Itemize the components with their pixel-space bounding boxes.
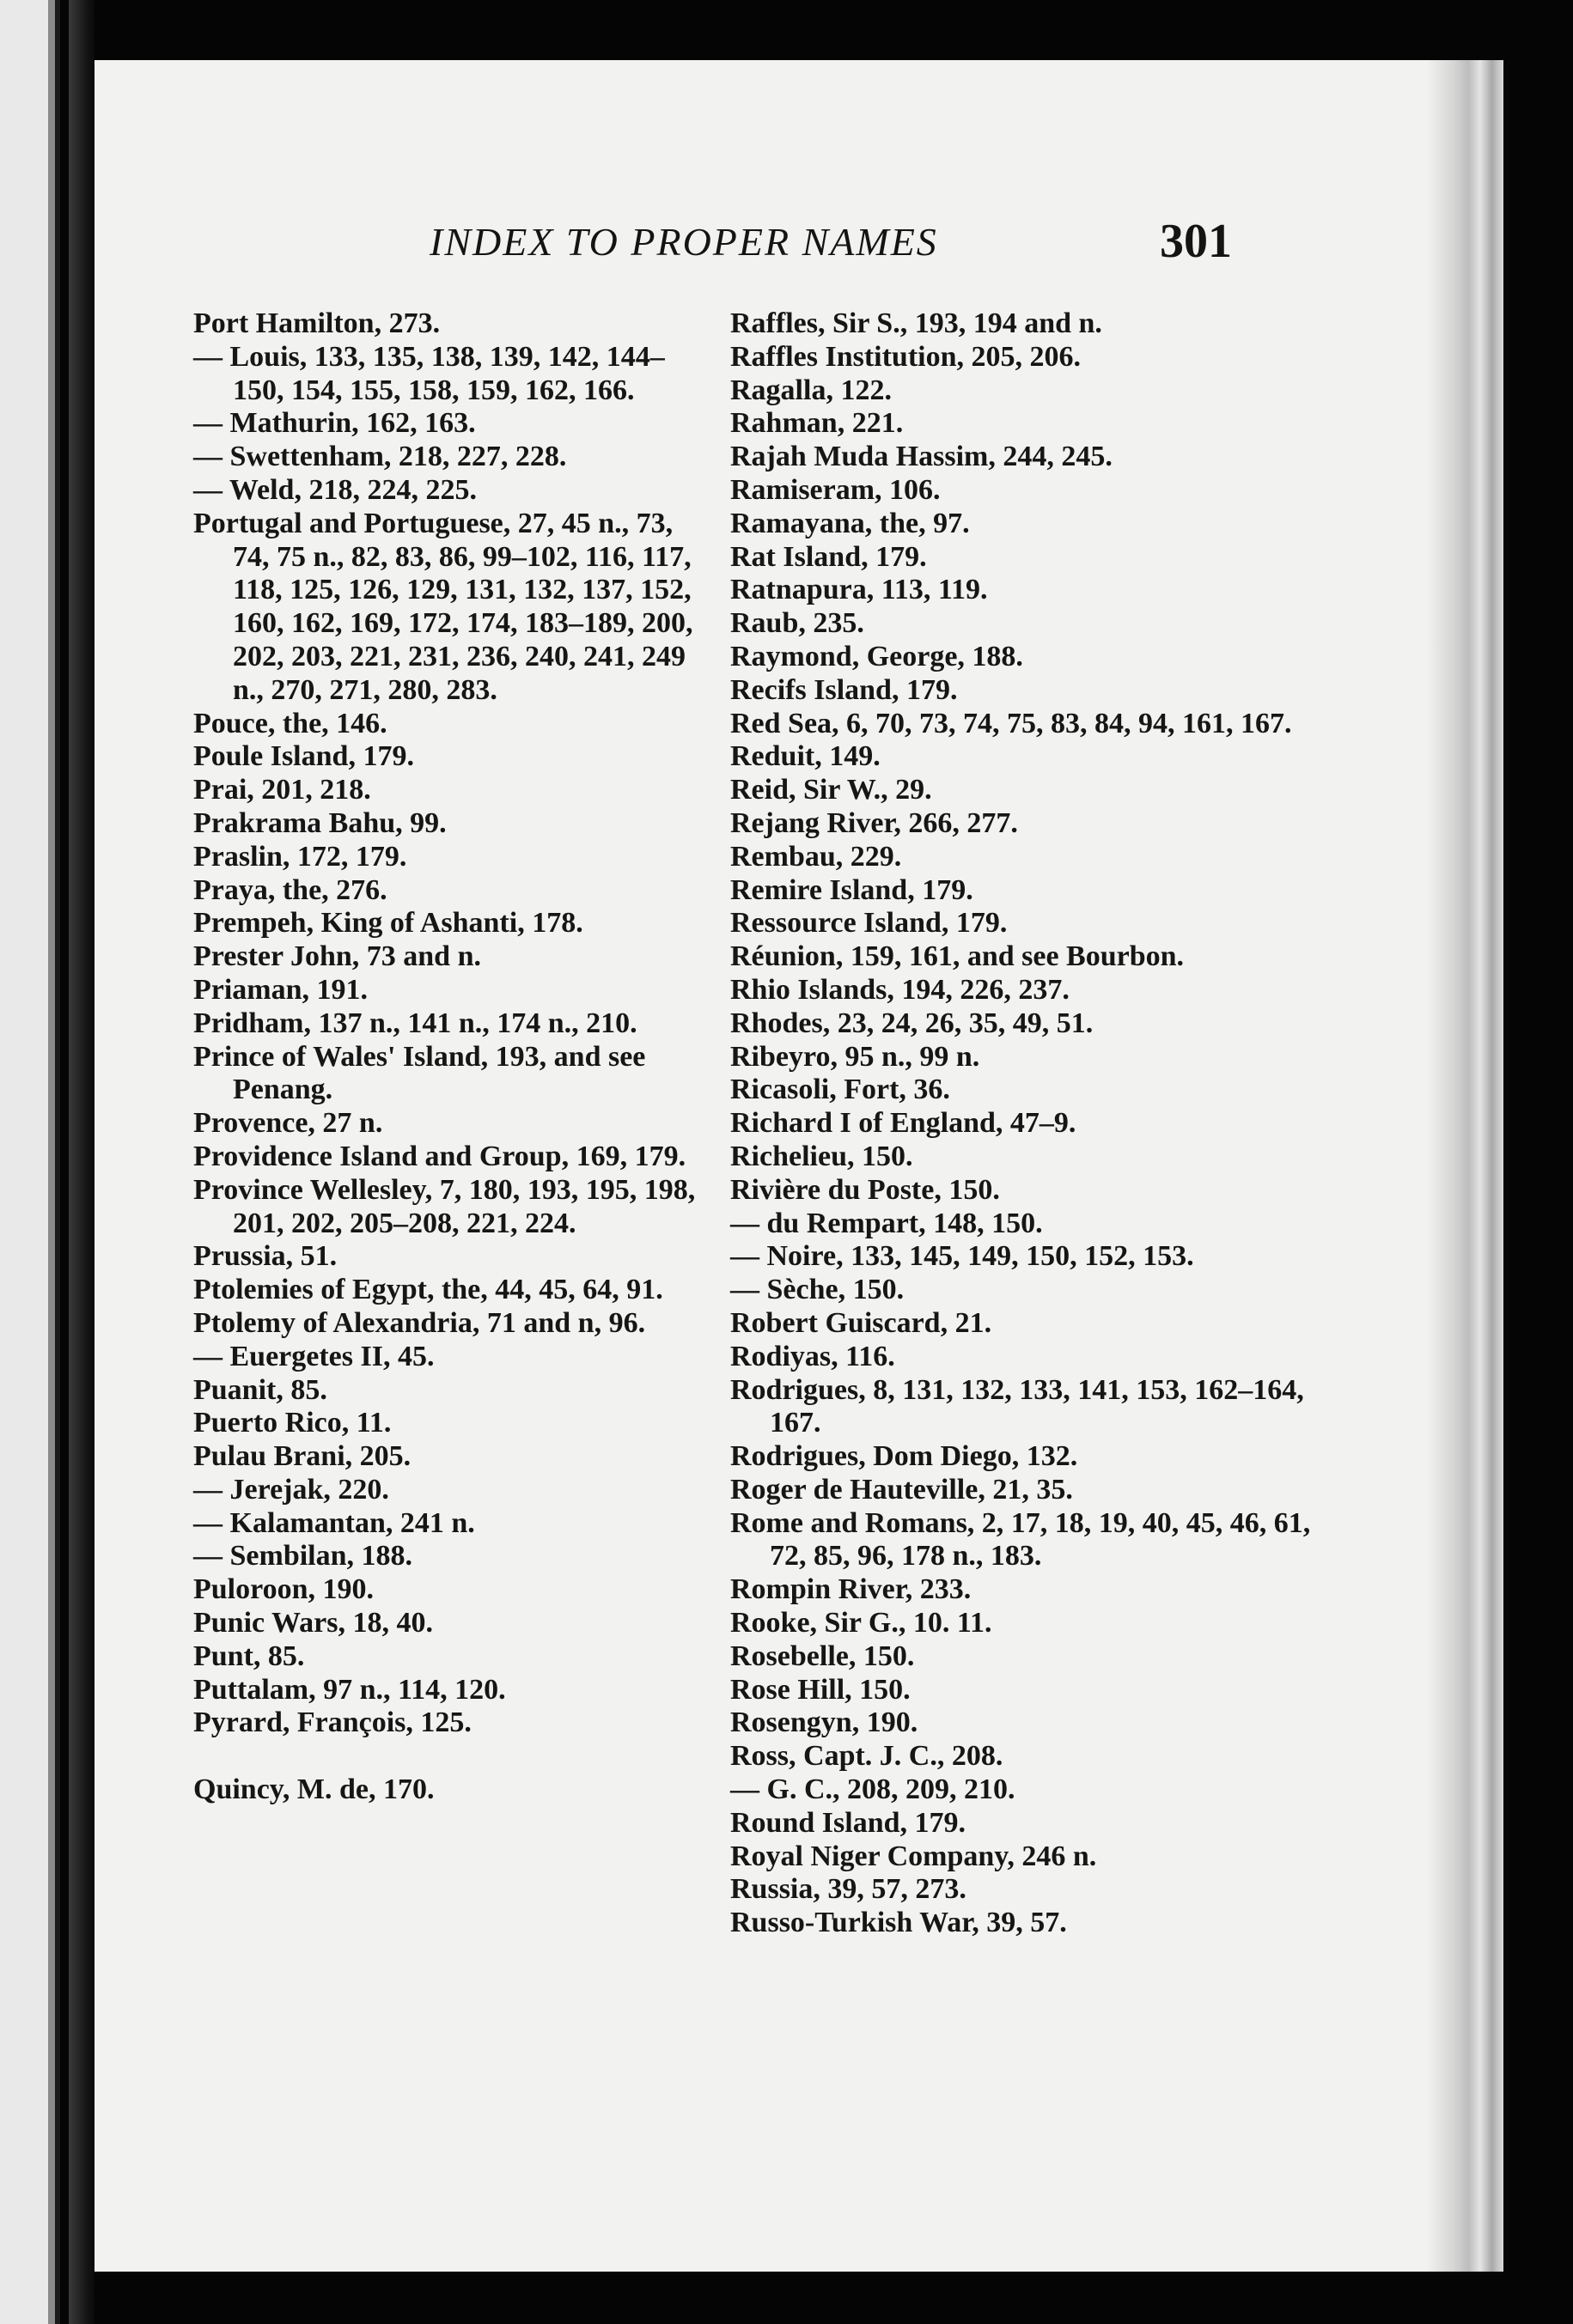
book-page xyxy=(95,60,1503,2272)
index-entry: Puerto Rico, 11. xyxy=(193,1407,392,1439)
index-entry: Ramiseram, 106. xyxy=(730,473,941,506)
index-entry: Prai, 201, 218. xyxy=(193,774,371,806)
page-header xyxy=(95,215,1435,288)
index-column-left xyxy=(193,307,709,1807)
index-entry: Rhio Islands, 194, 226, 237. xyxy=(730,973,1070,1006)
index-entry: Raffles Institution, 205, 206. xyxy=(730,340,1082,373)
index-entry: Pridham, 137 n., 141 n., 174 n., 210. xyxy=(193,1007,637,1039)
index-entry: Ribeyro, 95 n., 99 n. xyxy=(730,1040,980,1073)
index-entry: Prussia, 51. xyxy=(193,1240,338,1273)
index-entry: Rat Island, 179. xyxy=(730,540,927,573)
page-number: 301 xyxy=(1160,215,1232,268)
index-entry: Rompin River, 233. xyxy=(730,1573,972,1606)
page-fore-edge xyxy=(1426,60,1503,2272)
index-entry: Richard I of England, 47–9. xyxy=(730,1107,1076,1140)
index-entry: Ratnapura, 113, 119. xyxy=(730,574,988,606)
index-entry: Royal Niger Company, 246 n. xyxy=(730,1840,1097,1872)
index-entry: Prester John, 73 and n. xyxy=(193,940,482,973)
index-entry: Rodiyas, 116. xyxy=(730,1340,895,1372)
index-entry: Praslin, 172, 179. xyxy=(193,840,407,873)
index-entry: — Kalamantan, 241 n. xyxy=(193,1506,475,1539)
index-entry: Richelieu, 150. xyxy=(730,1140,913,1172)
book-binding-shadow xyxy=(69,0,95,2324)
index-entry: — Swettenham, 218, 227, 228. xyxy=(193,441,567,473)
index-entry: Ramayana, the, 97. xyxy=(730,507,970,539)
index-entry: Rosengyn, 190. xyxy=(730,1706,918,1739)
index-entry: Rejang River, 266, 277. xyxy=(730,806,1018,839)
index-entry: Ragalla, 122. xyxy=(730,374,892,406)
index-entry: Punic Wars, 18, 40. xyxy=(193,1607,433,1640)
index-entry: Round Island, 179. xyxy=(730,1806,966,1839)
index-entry: Portugal and Portuguese, 27, 45 n., 73, 74, 75 n., 82, 83, 86, 99–102, 116, 117, 118, 125, 126, 129, 131, 132, 137, 152, 160, 162, 169, 172, 174, 183–189, 200, 202, 203, 221, 231, 236, 240, 241, 249 n., 270, 271, 280, 283. xyxy=(193,507,700,706)
index-entry: Ross, Capt. J. C., 208. xyxy=(730,1740,1003,1773)
running-title: INDEX TO PROPER NAMES xyxy=(430,220,938,264)
index-entry: — Noire, 133, 145, 149, 150, 152, 153. xyxy=(730,1240,1194,1273)
index-entry: Remire Island, 179. xyxy=(730,873,973,906)
index-entry: Raymond, George, 188. xyxy=(730,640,1023,672)
index-entry: Raub, 235. xyxy=(730,607,864,640)
index-entry: Ricasoli, Fort, 36. xyxy=(730,1074,950,1106)
index-entry: Provence, 27 n. xyxy=(193,1107,383,1140)
index-entry: Rooke, Sir G., 10. 11. xyxy=(730,1607,992,1640)
index-entry: — Mathurin, 162, 163. xyxy=(193,407,476,440)
index-entry: Rome and Romans, 2, 17, 18, 19, 40, 45, 46, 61, 72, 85, 96, 178 n., 183. xyxy=(730,1506,1318,1573)
index-entry: Poule Island, 179. xyxy=(193,740,414,773)
index-entry: Puttalam, 97 n., 114, 120. xyxy=(193,1673,506,1706)
index-entry: Ptolemies of Egypt, the, 44, 45, 64, 91. xyxy=(193,1274,663,1306)
index-entry: — Sembilan, 188. xyxy=(193,1540,413,1573)
index-entry: Rose Hill, 150. xyxy=(730,1673,911,1706)
index-entry: Prince of Wales' Island, 193, and see Penang. xyxy=(193,1040,653,1106)
index-entry: — Weld, 218, 224, 225. xyxy=(193,473,477,506)
index-entry: Port Hamilton, 273. xyxy=(193,307,441,339)
index-entry: Priaman, 191. xyxy=(193,973,369,1006)
index-entry: Province Wellesley, 7, 180, 193, 195, 198, 201, 202, 205–208, 221, 224. xyxy=(193,1173,703,1239)
index-entry: Rajah Muda Hassim, 244, 245. xyxy=(730,441,1113,473)
index-entry: Rosebelle, 150. xyxy=(730,1640,915,1672)
index-entry: Rembau, 229. xyxy=(730,840,902,873)
index-entry: Puanit, 85. xyxy=(193,1373,327,1406)
index-entry: Pouce, the, 146. xyxy=(193,707,387,739)
index-column-right xyxy=(730,307,1332,1940)
index-entry: Red Sea, 6, 70, 73, 74, 75, 83, 84, 94, 161, 167. xyxy=(730,707,1292,739)
index-entry: Reduit, 149. xyxy=(730,740,881,773)
index-entry: — Sèche, 150. xyxy=(730,1274,905,1306)
index-entry: Rodrigues, 8, 131, 132, 133, 141, 153, 162–164, 167. xyxy=(730,1373,1312,1439)
index-entry: — du Rempart, 148, 150. xyxy=(730,1207,1043,1239)
index-entry: Robert Guiscard, 21. xyxy=(730,1306,992,1339)
index-entry: Roger de Hauteville, 21, 35. xyxy=(730,1473,1073,1506)
index-entry: Russia, 39, 57, 273. xyxy=(730,1873,966,1906)
index-entry: Prempeh, King of Ashanti, 178. xyxy=(193,907,583,940)
index-entry: Puloroon, 190. xyxy=(193,1573,375,1606)
index-entry: Praya, the, 276. xyxy=(193,873,387,906)
index-entry: — Louis, 133, 135, 138, 139, 142, 144–150, 154, 155, 158, 159, 162, 166. xyxy=(193,340,665,406)
index-entry: Prakrama Bahu, 99. xyxy=(193,806,447,839)
index-entry: Providence Island and Group, 169, 179. xyxy=(193,1140,686,1172)
index-entry: Ptolemy of Alexandria, 71 and n, 96. xyxy=(193,1306,646,1339)
index-entry: — G. C., 208, 209, 210. xyxy=(730,1773,1015,1806)
index-entry: Reid, Sir W., 29. xyxy=(730,774,932,806)
index-entry: — Euergetes II, 45. xyxy=(193,1340,435,1372)
index-entry: Pulau Brani, 205. xyxy=(193,1440,412,1473)
index-entry: Russo-Turkish War, 39, 57. xyxy=(730,1907,1067,1939)
index-entry: Rhodes, 23, 24, 26, 35, 49, 51. xyxy=(730,1007,1094,1039)
index-entry: Punt, 85. xyxy=(193,1640,305,1672)
index-entry: Réunion, 159, 161, and see Bourbon. xyxy=(730,940,1185,973)
index-entry: Raffles, Sir S., 193, 194 and n. xyxy=(730,307,1102,339)
index-entry: — Jerejak, 220. xyxy=(193,1473,389,1506)
index-entry: Rivière du Poste, 150. xyxy=(730,1173,1000,1206)
scan-margin xyxy=(0,0,60,2324)
index-entry: Quincy, M. de, 170. xyxy=(193,1773,435,1806)
index-entry: Rodrigues, Dom Diego, 132. xyxy=(730,1440,1078,1473)
index-entry: Pyrard, François, 125. xyxy=(193,1706,472,1739)
index-entry: Rahman, 221. xyxy=(730,407,904,440)
index-entry: Ressource Island, 179. xyxy=(730,907,1008,940)
index-entry: Recifs Island, 179. xyxy=(730,673,958,706)
